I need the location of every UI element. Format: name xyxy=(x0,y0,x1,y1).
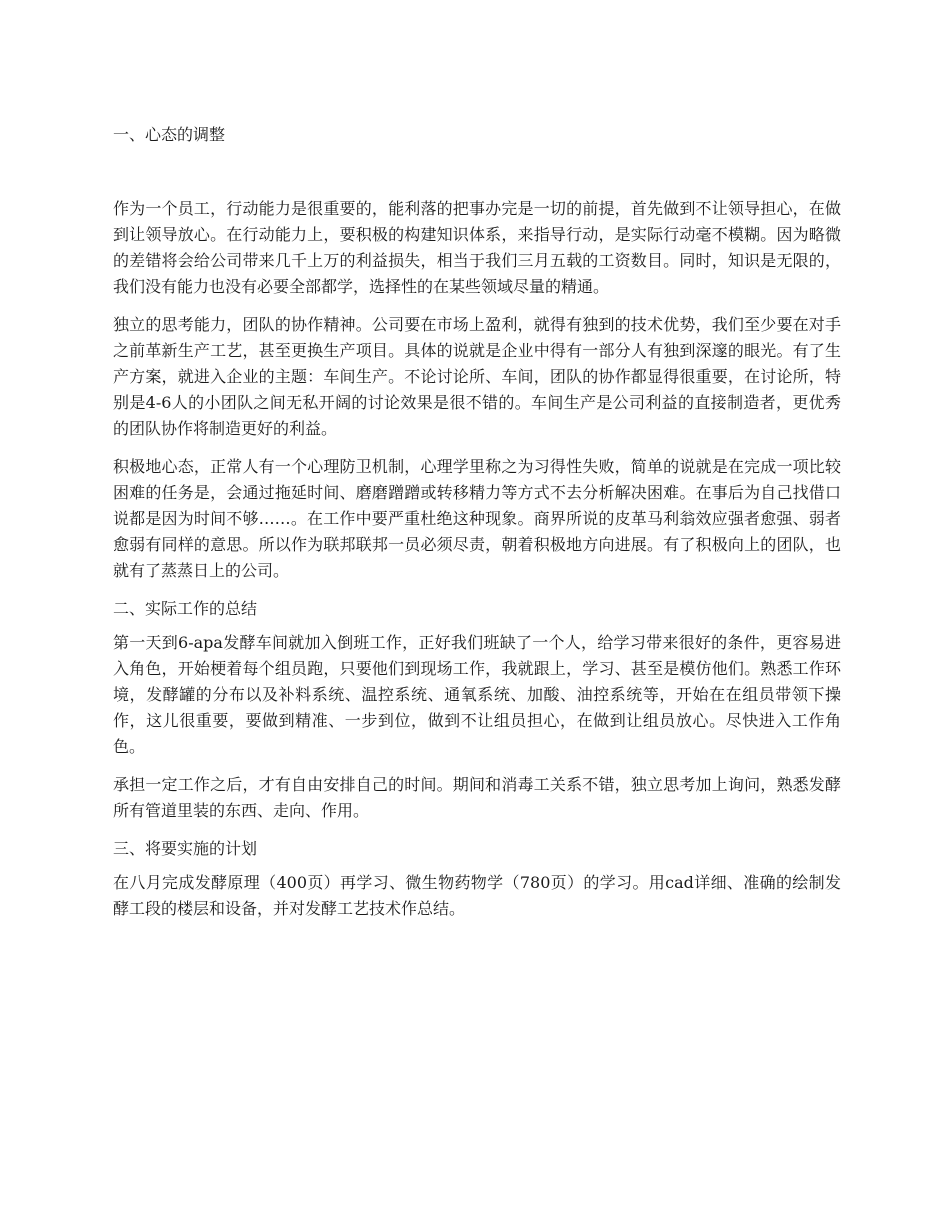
document-page xyxy=(113,122,841,934)
paragraph: 承担一定工作之后，才有自由安排自己的时间。期间和消毒工关系不错，独立思考加上询问，熟悉发酵所有管道里装的东西、走向、作用。 xyxy=(113,775,841,820)
section-heading-mindset: 一、心态的调整 xyxy=(113,125,226,144)
section-heading-work-summary: 二、实际工作的总结 xyxy=(113,599,258,618)
paragraph: 作为一个员工，行动能力是很重要的，能利落的把事办完是一切的前提，首先做到不让领导担心，在做到让领导放心。在行动能力上，要积极的构建知识体系，来指导行动，是实际行动毫不模糊。因为略微的差错将会给公司带来几千上万的利益损失，相当于我们三月五载的工资数目。同时，知识是无限的，我们没有能力也没有必要全部都学，选择性的在某些领域尽量的精通。 xyxy=(113,199,841,296)
paragraph: 第一天到6-apa发酵车间就加入倒班工作，正好我们班缺了一个人，给学习带来很好的条件，更容易进入角色，开始梗着每个组员跑，只要他们到现场工作，我就跟上，学习、甚至是模仿他们。熟悉工作环境，发酵罐的分布以及补料系统、温控系统、通氧系统、加酸、油控系统等，开始在在组员带领下操作，这儿很重要，要做到精准、一步到位，做到不让组员担心，在做到让组员放心。尽快进入工作角色。 xyxy=(113,633,841,756)
paragraph: 积极地心态，正常人有一个心理防卫机制，心理学里称之为习得性失败，简单的说就是在完成一项比较困难的任务是，会通过拖延时间、磨磨蹭蹭或转移精力等方式不去分析解决困难。在事后为自己找借口说都是因为时间不够……。在工作中要严重杜绝这种现象。商界所说的皮革马利翁效应强者愈强、弱者愈弱有同样的意思。所以作为联邦联邦一员必须尽责，朝着积极地方向进展。有了积极向上的团队，也就有了蒸蒸日上的公司。 xyxy=(113,457,841,580)
paragraph: 独立的思考能力，团队的协作精神。公司要在市场上盈利，就得有独到的技术优势，我们至少要在对手之前革新生产工艺，甚至更换生产项目。具体的说就是企业中得有一部分人有独到深邃的眼光。有了生产方案，就进入企业的主题：车间生产。不论讨论所、车间，团队的协作都显得很重要，在讨论所，特别是4-6人的小团队之间无私开阔的讨论效果是很不错的。车间生产是公司利益的直接制造者，更优秀的团队协作将制造更好的利益。 xyxy=(113,315,841,438)
section-heading-plan: 三、将要实施的计划 xyxy=(113,839,258,858)
paragraph: 在八月完成发酵原理（400页）再学习、微生物药物学（780页）的学习。用cad详细、准确的绘制发酵工段的楼层和设备，并对发酵工艺技术作总结。 xyxy=(113,873,841,918)
